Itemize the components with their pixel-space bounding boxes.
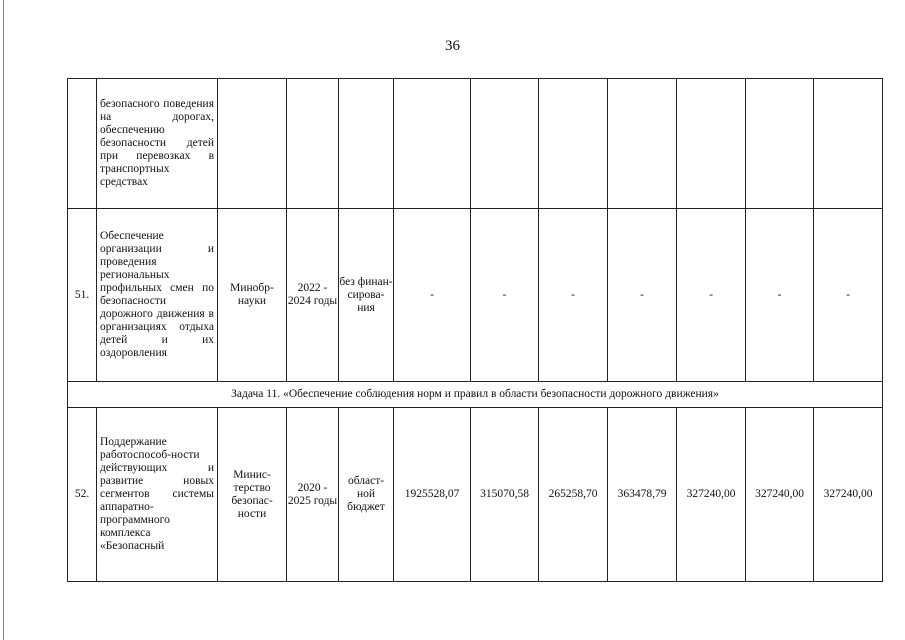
table-row-51 bbox=[68, 209, 883, 382]
executor-cell: Минис-терство безопас-ности bbox=[218, 408, 287, 582]
description-cell: безопасного поведения на дорогах, обеспечению безопасности детей при перевозках в транспортных средствах bbox=[97, 79, 218, 209]
value-cell: - bbox=[677, 209, 746, 382]
value-cell: 315070,58 bbox=[471, 408, 539, 582]
funding-source-cell: без финан-сирова-ния bbox=[339, 209, 394, 382]
num-cell bbox=[68, 79, 97, 209]
value-cell: 327240,00 bbox=[814, 408, 883, 582]
description-cell: Обеспечение организации и проведения региональных профильных смен по безопасности дорожного движения в организациях отдыха детей и их оздоровления bbox=[97, 209, 218, 382]
value-cell: 327240,00 bbox=[677, 408, 746, 582]
task-heading-row bbox=[68, 382, 883, 408]
executor-cell: Минобр-науки bbox=[218, 209, 287, 382]
measures-table bbox=[67, 78, 883, 582]
funding-source-cell: област-ной бюджет bbox=[339, 408, 394, 582]
value-cell: 265258,70 bbox=[539, 408, 608, 582]
table-row-52 bbox=[68, 408, 883, 582]
value-cell: 363478,79 bbox=[608, 408, 677, 582]
value-cell: - bbox=[608, 209, 677, 382]
value-cell: - bbox=[814, 209, 883, 382]
value-cell: - bbox=[394, 209, 471, 382]
row-number: 52. bbox=[68, 408, 97, 582]
page-number: 36 bbox=[445, 38, 460, 54]
table-row-continuation bbox=[68, 79, 883, 209]
period-cell: 2022 - 2024 годы bbox=[287, 209, 339, 382]
task-heading: Задача 11. «Обеспечение соблюдения норм и правил в области безопасности дорожного движения» bbox=[68, 382, 883, 408]
value-cell: - bbox=[471, 209, 539, 382]
value-cell: 327240,00 bbox=[746, 408, 814, 582]
value-cell: - bbox=[539, 209, 608, 382]
page-edge-line bbox=[3, 0, 4, 640]
value-cell: 1925528,07 bbox=[394, 408, 471, 582]
description-cell: Поддержание работоспособ-ности действующих и развитие новых сегментов системы аппаратно-программного комплекса «Безопасный bbox=[97, 408, 218, 582]
period-cell: 2020 - 2025 годы bbox=[287, 408, 339, 582]
value-cell: - bbox=[746, 209, 814, 382]
row-number: 51. bbox=[68, 209, 97, 382]
